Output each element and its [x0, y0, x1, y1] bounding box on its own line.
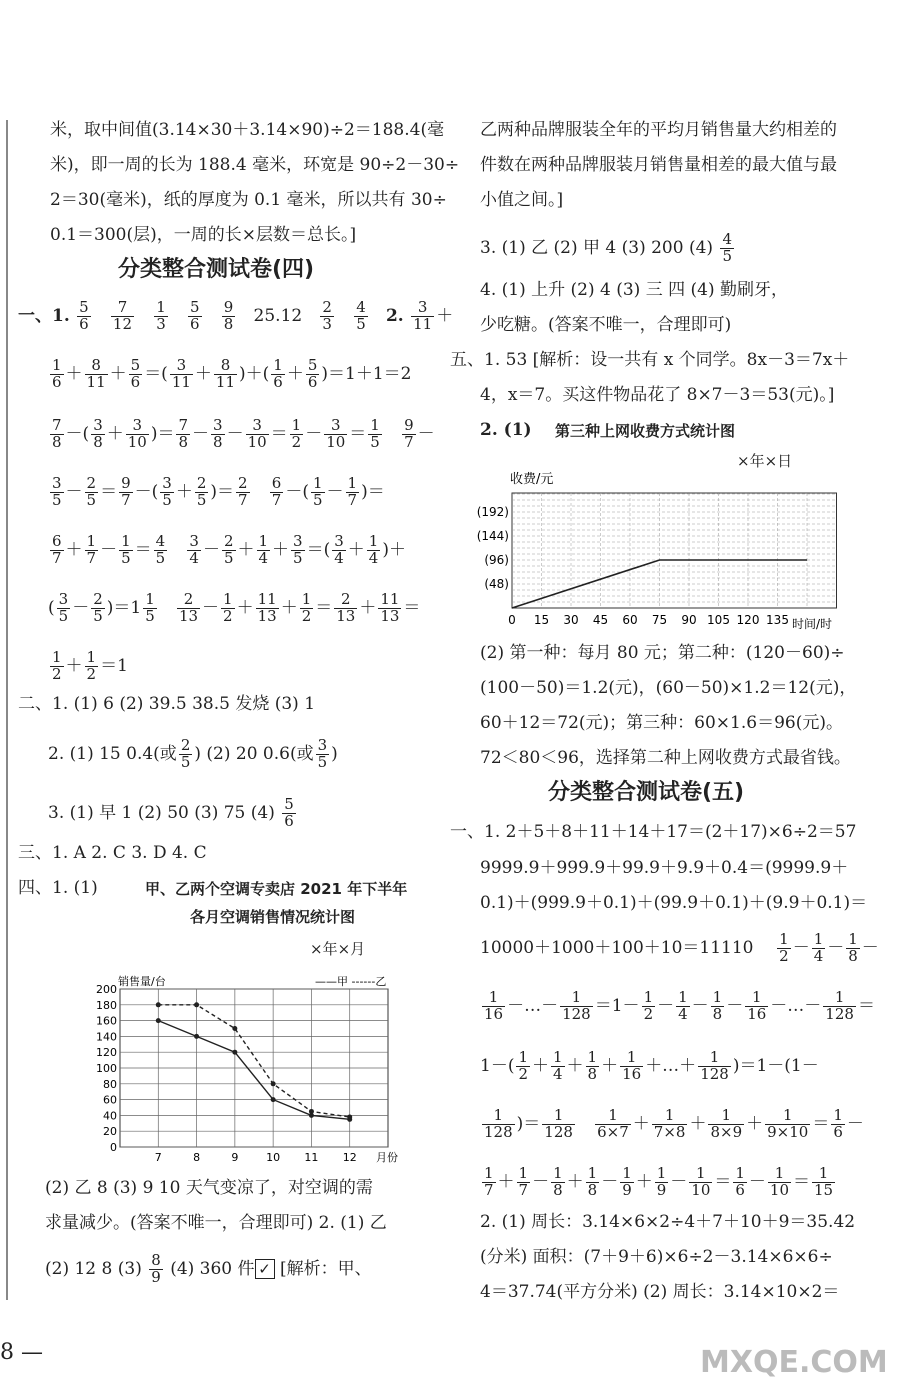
part5-q2-p3: 60＋12＝72(元)；第三种：60×1.6＝96(元)。: [480, 713, 843, 733]
chart2-xtick-label: 15: [533, 613, 550, 627]
chart1-series-line: [158, 1021, 349, 1120]
chart2-xtick-label: 60: [622, 613, 638, 627]
sec5-line-8: $\frac{1}{7}$ ＋ $\frac{1}{7}$ － $\frac{1}{8}$ ＋ $\frac{1}{8}$ － $\frac{1}{9}$ ＋ $\frac{1}{9}$ － $\frac{1}{10}$ ＝ $\frac{1}{6}$ － $\frac{1}{10}$ ＝ $\frac{1}{15}$: [484, 1164, 834, 1199]
right-q3: 3. (1) 乙 (2) 甲 4 (3) 200 (4) $\frac{4}{5}$: [480, 230, 732, 265]
sec5-line-3: 0.1)＋(999.9＋0.1)＋(99.9＋0.1)＋(9.9＋0.1)＝: [480, 893, 868, 913]
math-line-6: ( $\frac{3}{5}$ － $\frac{2}{5}$ )＝1 $\frac{1}{5}$ $\frac{2}{13}$ － $\frac{1}{2}$ ＋ $\frac{11}{13}$ ＋ $\frac{1}{2}$ ＝ $\frac{2}{13}$ ＋ $\frac{11}{13}$ ＝: [48, 590, 421, 625]
chart1-data-point: [232, 1050, 237, 1055]
chart2-xtick-label: 90: [681, 613, 697, 627]
sec5-line-5: $\frac{1}{16}$ －…－ $\frac{1}{128}$ ＝1－ $\frac{1}{2}$ － $\frac{1}{4}$ － $\frac{1}{8}$ － $\frac{1}{16}$ －…－ $\frac{1}{128}$ ＝: [484, 988, 875, 1023]
left-text-line-4: 0.1＝300(层)，一周的长×层数＝总长。]: [50, 225, 357, 245]
chart2-ytick-label: (48): [484, 577, 509, 591]
chart1-xtick-label: 10: [266, 1151, 281, 1164]
chart2-plot-area: [512, 493, 837, 608]
chart1-data-point: [194, 1002, 199, 1007]
page-number: 8 —: [0, 1340, 43, 1365]
q1-value: 25.12: [253, 305, 303, 326]
chart1-date: ×年×月: [310, 940, 366, 958]
right-q3-a: 3. (1) 乙 (2) 甲 4 (3) 200 (4): [480, 237, 714, 258]
sec5-line-4: 10000＋1000＋100＋10＝11110 $\frac{1}{2}$ － $\frac{1}{4}$ － $\frac{1}{8}$ －: [480, 930, 879, 965]
fraction: $\frac{1}{3}$: [156, 298, 166, 333]
watermark: MXQE.COM: [700, 1345, 888, 1380]
part4-c1: (2) 12 8 (3): [45, 1258, 142, 1279]
sec5-q2-2: (分米) 面积：(7＋9＋6)×6÷2－3.14×6×6÷: [480, 1247, 833, 1267]
part5-q2-p4: 72＜80＜96，选择第二种上网收费方式最省钱。: [480, 748, 851, 768]
chart2-xtick-label: 105: [707, 613, 730, 627]
chart1-title-line1: 甲、乙两个空调专卖店 2021 年下半年: [145, 880, 408, 898]
fraction: $\frac{9}{8}$: [223, 298, 234, 333]
chart1-data-point: [271, 1097, 276, 1102]
q2-label: 2.: [385, 305, 404, 326]
chart1-ytick-label: 180: [96, 998, 117, 1012]
sec5-q2-3: 4＝37.74(平方分米) (2) 周长：3.14×10×2＝: [480, 1282, 840, 1302]
math-line-7: $\frac{1}{2}$ ＋ $\frac{1}{2}$ ＝1: [52, 648, 128, 683]
part4-c2: (4) 360 件: [170, 1258, 255, 1279]
part2-q2-a: 2. (1) 15 0.4(或: [48, 743, 177, 764]
sec5-line-2: 9999.9＋999.9＋99.9＋9.9＋0.4＝(9999.9＋: [480, 858, 849, 878]
right-q4-b: 少吃糖。(答案不唯一，合理即可): [480, 315, 732, 335]
chart1-xtick-label: 8: [193, 1151, 201, 1164]
part5-q1-b: 4，x＝7。买这件物品花了 8×7－3＝53(元)。]: [480, 385, 835, 405]
part4-q1-4: (2) 12 8 (3) $\frac{8}{9}$ (4) 360 件 ✓ [解析：甲、: [45, 1251, 372, 1286]
part2-q3: 3. (1) 早 1 (2) 50 (3) 75 (4) $\frac{5}{6}$: [48, 795, 294, 830]
chart1-svg: [96, 965, 410, 1165]
part5-q1-a: 五、1. 53 [解析：设一共有 x 个同学。8x－3＝7x＋: [450, 350, 850, 370]
chart1-ytick-label: 60: [103, 1093, 117, 1107]
part3-answers: 三、1. A 2. C 3. D 4. C: [18, 843, 207, 863]
chart1-legend: [315, 975, 386, 988]
chart2-xtick-label: 75: [651, 613, 668, 627]
part2-q3-a: 3. (1) 早 1 (2) 50 (3) 75 (4): [48, 802, 275, 823]
part4-q1-3: 求量减少。(答案不唯一，合理即可) 2. (1) 乙: [45, 1213, 387, 1233]
chart2-xtick-label: 30: [563, 613, 579, 627]
part5-q2-p1: (2) 第一种：每月 80 元；第二种：(120－60)÷: [480, 643, 845, 663]
sec5-line-6: 1－( $\frac{1}{2}$ ＋ $\frac{1}{4}$ ＋ $\frac{1}{8}$ ＋ $\frac{1}{16}$ ＋…＋ $\frac{1}{128}$ )＝1－(1－: [480, 1048, 819, 1083]
part2-q2: 2. (1) 15 0.4(或 $\frac{2}{5}$ ) (2) 20 0.6(或 $\frac{3}{5}$ ): [48, 736, 338, 771]
chart2-ytick-label: (96): [484, 553, 509, 567]
chart2-xtick-label: 135: [766, 613, 789, 627]
chart1-xlabel: 月份: [376, 1151, 398, 1164]
chart2-date: ×年×日: [737, 452, 793, 470]
chart2-title: 第三种上网收费方式统计图: [555, 422, 736, 440]
fraction: $\frac{2}{3}$: [322, 298, 332, 333]
chart1-ytick-label: 120: [96, 1046, 117, 1060]
fraction: $\frac{7}{12}$: [112, 298, 133, 333]
right-line-3: 小值之间。]: [480, 190, 564, 210]
chart1-title-line2: 各月空调销售情况统计图: [190, 908, 356, 926]
chart1-ylabel: 销售量/台: [118, 975, 166, 988]
chart1-ytick-label: 80: [103, 1077, 117, 1091]
left-text-line-2: 米)，即一周的长为 188.4 毫米，环宽是 90÷2－30÷: [50, 155, 460, 175]
section-title-5: 分类整合测试卷(五): [548, 780, 745, 805]
sec5-sum: 10000＋1000＋100＋10＝11110: [480, 937, 754, 958]
chart2-ylabel: 收费/元: [510, 472, 554, 487]
right-line-1: 乙两种品牌服装全年的平均月销售量大约相差的: [480, 120, 837, 140]
left-text-line-1: 米，取中间值(3.14×30＋3.14×90)÷2＝188.4(毫: [50, 120, 445, 140]
chart1-series-line: [158, 1005, 349, 1117]
check-icon: ✓: [255, 1259, 275, 1279]
fraction: $\frac{5}{6}$: [190, 298, 200, 333]
chart1-ytick-label: 20: [103, 1125, 117, 1139]
chart2-xlabel: 时间/时: [792, 617, 833, 631]
part5-q2-lead: 2. (1): [480, 420, 532, 440]
chart1-xtick-label: 9: [231, 1151, 239, 1164]
chart2-xtick-label: 0: [508, 613, 516, 627]
part4-q1-2: (2) 乙 8 (3) 9 10 天气变凉了，对空调的需: [45, 1178, 373, 1198]
sec5-q2-1: 2. (1) 周长：3.14×6×2÷4＋7＋10＋9＝35.42: [480, 1212, 856, 1232]
part5-q2-p2: (100－50)＝1.2(元)，(60－50)×1.2＝12(元)，: [480, 678, 857, 698]
math-line-3: $\frac{7}{8}$ －( $\frac{3}{8}$ ＋ $\frac{3}{10}$ )＝ $\frac{7}{8}$ － $\frac{3}{8}$ － $\frac{3}{10}$ ＝ $\frac{1}{2}$ － $\frac{3}{10}$ ＝ $\frac{1}{5}$ $\frac{9}{7}$ －: [52, 416, 435, 451]
chart2-svg: [470, 465, 850, 635]
chart2-xtick-label: 120: [736, 613, 760, 627]
math-line-4: $\frac{3}{5}$ － $\frac{2}{5}$ ＝ $\frac{9}{7}$ －( $\frac{3}{5}$ ＋ $\frac{2}{5}$ )＝ $\frac{2}{7}$ $\frac{6}{7}$ －( $\frac{1}{5}$ － $\frac{1}{7}$ )＝: [52, 474, 385, 509]
chart1-data-point: [156, 1002, 161, 1007]
chart1-ytick-label: 140: [96, 1030, 117, 1044]
fraction: $\frac{4}{5}$: [356, 298, 366, 333]
sec5-line-1: 一、1. 2＋5＋8＋11＋14＋17＝(2＋17)×6÷2＝57: [450, 822, 857, 842]
chart2-xtick-label: 45: [592, 613, 609, 627]
chart1-ytick-label: 200: [96, 983, 117, 996]
chart1-data-point: [271, 1081, 276, 1086]
part4-c3: [解析：甲、: [279, 1258, 372, 1279]
chart1-data-point: [347, 1114, 352, 1119]
q1-lead: 一、1.: [18, 305, 70, 326]
math-line-5: $\frac{6}{7}$ ＋ $\frac{1}{7}$ － $\frac{1}{5}$ ＝ $\frac{4}{5}$ $\frac{3}{4}$ － $\frac{2}{5}$ ＋ $\frac{1}{4}$ ＋ $\frac{3}{5}$ ＝( $\frac{3}{4}$ ＋ $\frac{1}{4}$ )＋: [52, 532, 406, 567]
q1-row: 一、1. $\frac{5}{6}$ $\frac{7}{12}$ $\frac{1}{3}$ $\frac{5}{6}$ $\frac{9}{8}$ 25.12 $\frac{2}{3}$ $\frac{4}{5}$ 2. $\frac{3}{11}$ ＋: [18, 298, 454, 333]
chart1-data-point: [194, 1034, 199, 1039]
chart1-data-point: [156, 1018, 161, 1023]
part2-q1: 二、1. (1) 6 (2) 39.5 38.5 发烧 (3) 1: [18, 694, 316, 714]
chart1-ytick-label: 40: [103, 1109, 117, 1123]
fraction: $\frac{3}{11}$: [413, 298, 433, 333]
chart1-legend-jia: ——甲: [315, 975, 348, 988]
fraction: $\frac{5}{6}$: [79, 298, 89, 333]
chart1-ytick-label: 0: [110, 1141, 117, 1154]
chart2-ytick-label: (192): [476, 505, 509, 519]
part4-lead: 四、1. (1): [18, 878, 98, 898]
chart1-xtick-label: 12: [342, 1151, 357, 1164]
math-line-2: $\frac{1}{6}$ ＋ $\frac{8}{11}$ ＋ $\frac{5}{6}$ ＝( $\frac{3}{11}$ ＋ $\frac{8}{11}$ )＋( $\frac{1}{6}$ ＋ $\frac{5}{6}$ )＝1＋1＝2: [52, 356, 412, 391]
chart1-ytick-label: 160: [96, 1014, 117, 1028]
eq-tail: ＝1＋1＝2: [328, 363, 412, 384]
chart1-legend-yi: ------乙: [351, 975, 387, 988]
part2-q2-c: ): [331, 743, 338, 764]
part2-q2-b: ) (2) 20 0.6(或: [194, 743, 314, 764]
sec5-line-7: $\frac{1}{128}$ )＝ $\frac{1}{128}$ $\frac{1}{6\times 7}$ ＋ $\frac{1}{7\times 8}$ ＋ $\frac{1}{8\times 9}$ ＋ $\frac{1}{9\times 10}$ ＝ $\frac{1}{6}$ －: [484, 1106, 864, 1141]
chart1-xtick-label: 7: [154, 1151, 162, 1164]
left-text-line-3: 2＝30(毫米)，纸的厚度为 0.1 毫米，所以共有 30÷: [50, 190, 447, 210]
section-title-4: 分类整合测试卷(四): [118, 257, 315, 282]
chart2-ytick-label: (144): [476, 529, 509, 543]
binding-margin-line: [6, 120, 8, 1300]
chart1-xtick-label: 11: [304, 1151, 319, 1164]
right-q4-a: 4. (1) 上升 (2) 4 (3) 三 四 (4) 勤刷牙，: [480, 280, 788, 300]
chart1-ytick-label: 100: [96, 1062, 117, 1075]
chart1-data-point: [309, 1109, 314, 1114]
right-line-2: 件数在两种品牌服装月销售量相差的最大值与最: [480, 155, 837, 175]
chart1-data-point: [232, 1026, 237, 1031]
